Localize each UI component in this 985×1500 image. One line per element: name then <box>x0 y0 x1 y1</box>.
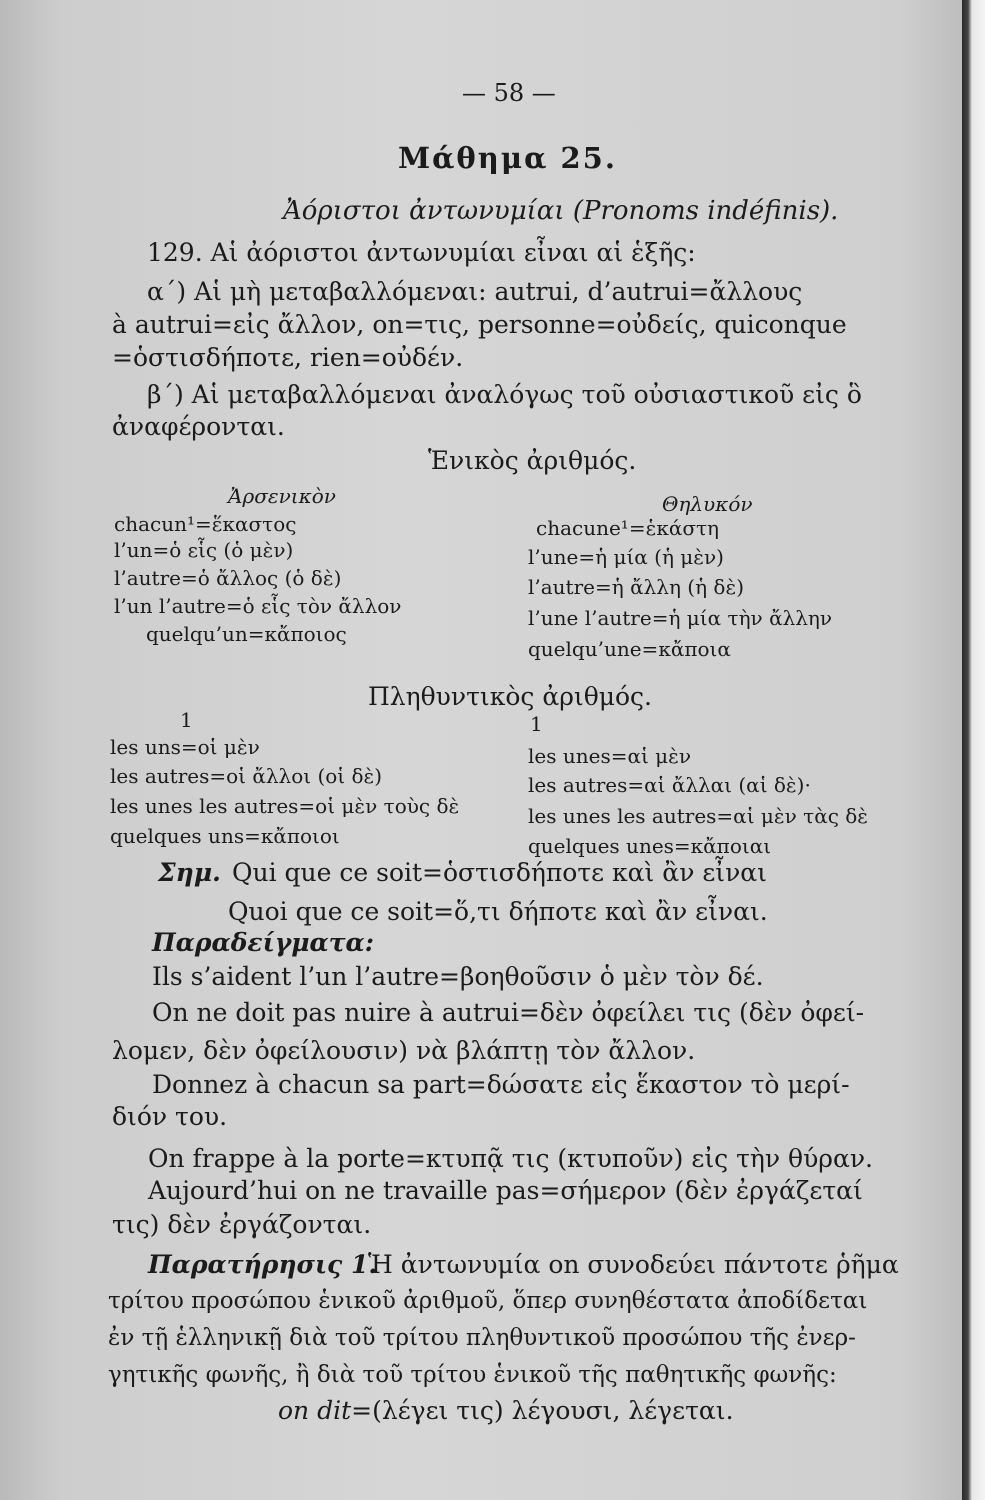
fem-singular-4: l’une l’autre=ἡ μία τὴν ἄλλην <box>528 606 833 630</box>
example-3-line-2: διόν του. <box>112 1102 228 1131</box>
feminine-heading: Θηλυκόν <box>662 492 753 516</box>
examples-heading: Παραδείγματα: <box>152 928 375 957</box>
note-label: Σημ. <box>158 858 221 887</box>
masc-singular-3: l’autre=ὁ ἄλλος (ὁ δὲ) <box>114 566 342 590</box>
note-line-2: Quoi que ce soit=ὅ,τι δήποτε καὶ ἂν εἶναι. <box>228 897 768 926</box>
remark-example-french: on dit <box>278 1396 352 1425</box>
section-subtitle: Ἀόριστοι ἀντωνυμίαι (Pronoms indéfinis). <box>283 196 839 226</box>
fem-singular-2: l’une=ἡ μία (ἡ μὲν) <box>528 545 724 569</box>
fem-plural-1: les unes=αἱ μὲν <box>528 744 692 768</box>
lesson-title: Μάθημα 25. <box>398 141 617 175</box>
page-edge <box>962 0 985 1500</box>
example-2-line-2: λομεν, δὲν ὀφείλουσιν) νὰ βλάπτῃ τὸν ἄλλον. <box>112 1036 696 1065</box>
masculine-heading: Ἀρσενικὸν <box>228 484 336 508</box>
singular-heading: Ἑνικὸς ἀριθμός. <box>428 446 637 475</box>
fem-plural-3: les unes les autres=αἱ μὲν τὰς δὲ <box>528 804 869 828</box>
masc-singular-1: chacun¹=ἕκαστος <box>114 512 297 536</box>
fem-plural-4: quelques unes=κἄποιαι <box>528 834 772 858</box>
example-3-line-1: Donnez à chacun sa part=δώσατε εἰς ἕκαστον τὸ μερί- <box>152 1070 850 1099</box>
fem-singular-3: l’autre=ἡ ἄλλη (ἡ δὲ) <box>528 575 745 599</box>
a-line-3: =ὁστισδήποτε, rien=οὐδέν. <box>112 343 464 372</box>
masc-singular-2: l’un=ὁ εἷς (ὁ μὲν) <box>114 538 294 562</box>
remark-line-4: γητικῆς φωνῆς, ἢ διὰ τοῦ τρίτου ἑνικοῦ τῆς παθητικῆς φωνῆς: <box>108 1362 837 1388</box>
remark-line-2: τρίτου προσώπου ἑνικοῦ ἀριθμοῦ, ὅπερ συνηθέστατα ἀποδίδεται <box>108 1288 868 1314</box>
example-5-line-1: Aujourd’hui on ne travaille pas=σήμερον (δὲν ἐργάζεταί <box>148 1176 863 1205</box>
remark-example-greek: =(λέγει τις) λέγουσι, λέγεται. <box>351 1396 734 1425</box>
example-1: Ils s’aident l’un l’autre=βοηθοῦσιν ὁ μὲν τὸν δέ. <box>152 962 764 991</box>
masc-plural-4: quelques uns=κἄποιοι <box>110 824 340 848</box>
intro-line: 129. Αἱ ἀόριστοι ἀντωνυμίαι εἶναι αἱ ἑξῆς: <box>147 238 696 267</box>
example-4: On frappe à la porte=κτυπᾷ τις (κτυποῦν) εἰς τὴν θύραν. <box>148 1144 873 1173</box>
masc-singular-5: quelqu’un=κἄποιος <box>146 622 347 646</box>
example-5-line-2: τις) δὲν ἐργάζονται. <box>112 1210 372 1239</box>
remark-label: Παρατήρησις 1. <box>148 1250 378 1279</box>
fem-singular-5: quelqu’une=κἄποια <box>528 637 731 661</box>
a-line-1: α΄) Αἱ μὴ μεταβαλλόμεναι: autrui, d’autrui=ἄλλους <box>147 277 803 306</box>
b-line-1: β΄) Αἱ μεταβαλλόμεναι ἀναλόγως τοῦ οὐσιαστικοῦ εἰς ὃ <box>147 380 862 409</box>
footnote-marker-left: 1 <box>180 708 193 732</box>
footnote-marker-right: 1 <box>530 712 543 736</box>
example-2-line-1: On ne doit pas nuire à autrui=δὲν ὀφείλει τις (δὲν ὀφεί- <box>152 998 865 1027</box>
plural-heading: Πληθυντικὸς ἀριθμός. <box>368 682 653 711</box>
masc-singular-4: l’un l’autre=ὁ εἷς τὸν ἄλλον <box>114 594 402 618</box>
masc-plural-1: les uns=οἱ μὲν <box>110 735 260 759</box>
a-line-2: à autrui=εἰς ἄλλον, on=τις, personne=οὐδείς, quiconque <box>112 310 847 339</box>
remark-line-1: Ἡ ἀντωνυμία on συνοδεύει πάντοτε ῥῆμα <box>368 1250 899 1279</box>
masc-plural-3: les unes les autres=οἱ μὲν τοὺς δὲ <box>110 794 460 818</box>
remark-line-3: ἐν τῇ ἑλληνικῇ διὰ τοῦ τρίτου πληθυντικοῦ προσώπου τῆς ἐνερ- <box>108 1325 856 1351</box>
masc-plural-2: les autres=οἱ ἄλλοι (οἱ δὲ) <box>110 764 383 788</box>
b-line-2: ἀναφέρονται. <box>112 412 285 441</box>
fem-singular-1: chacune¹=ἑκάστη <box>536 516 720 540</box>
note-line-1: Qui que ce soit=ὁστισδήποτε καὶ ἂν εἶναι <box>232 858 767 887</box>
fem-plural-2: les autres=αἱ ἄλλαι (αἱ δὲ)· <box>528 773 811 797</box>
page-number: — 58 — <box>462 79 556 107</box>
